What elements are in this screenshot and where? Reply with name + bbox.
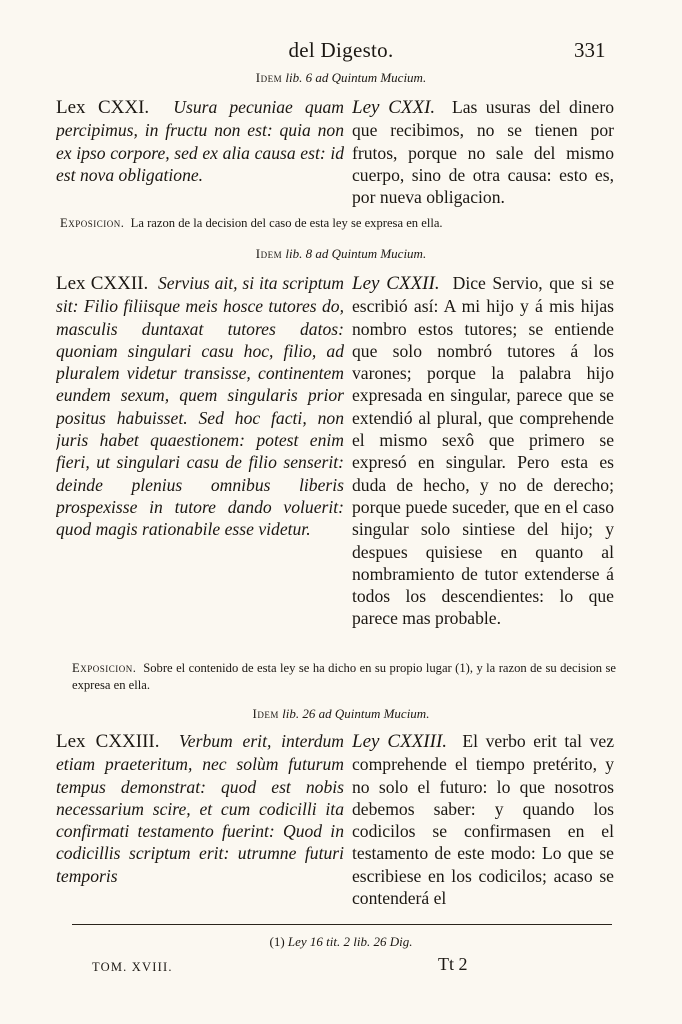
law-122-latin-text: Servius ait, si ita scriptum sit: Filio filiisque meis hosce tutores do, masculis duntaxat tutores datos: quoniam singulari casu hoc, filio, ad pluralem videtur transisse, continentem eundem sexum, quem singularis prior positus habuisset. Sed hoc facti, non juris habet quaestionem: potest enim fieri, ut singulari casu de filio senserit: deinde plenius omnibus liberis prospexisse in tutore dando voluerit: quod magis rationabile esse videtur. <box>56 273 344 540</box>
law-121-latin <box>56 96 344 210</box>
footnote-rule <box>72 924 612 925</box>
footnote-text: Ley 16 tit. 2 lib. 26 Dig. <box>287 934 413 949</box>
law-122-spanish-heading: Ley CXXII. <box>352 273 440 294</box>
attribution-law-122 <box>0 246 682 262</box>
exposition-label: Exposicion. <box>72 661 137 675</box>
volume-signature: TOM. XVIII. <box>92 960 173 974</box>
page-number: 331 <box>574 38 606 62</box>
law-123-spanish <box>352 730 614 910</box>
printer-signature: Tt 2 <box>438 954 468 974</box>
attribution-idem: Idem <box>252 706 279 721</box>
law-122-spanish <box>352 272 614 654</box>
exposition-law-121 <box>60 215 616 232</box>
law-121-latin-heading: Lex CXXI. <box>56 97 150 118</box>
exposition-law-122 <box>72 660 616 694</box>
footnote <box>0 934 682 950</box>
attribution-law-121 <box>0 70 682 86</box>
law-121-spanish-heading: Ley CXXI. <box>352 97 436 118</box>
law-121-spanish <box>352 96 614 210</box>
attribution-source: lib. 6 ad Quintum Mucium. <box>285 70 427 85</box>
law-123-latin <box>56 730 344 910</box>
law-122-spanish-text: Dice Servio, que si se escribió así: A mi hijo y á mis hijas nombro estos tutores; se entiende que solo nombró tutores á los varones; porque la palabra hijo expresada en singular, parece que se extendió al plural, que comprehende el mismo sexô que primero se expresó en singular. Pero esta es duda de hecho, y no de derecho; porque puede suceder, que en el caso singular solo sintiese del hijo; y despues quisiese en quanto al nombramiento de tutor extenderse á todos los descendientes: lo que parece mas probable. <box>352 273 614 629</box>
footnote-marker: (1) <box>269 934 285 949</box>
attribution-idem: Idem <box>255 246 283 261</box>
law-123-latin-text: Verbum erit, interdum etiam praeteritum, nec solùm futurum tempus demonstrat: quod est nobis necessarium scire, et cum codicilli ita confirmati testamento fuerint: Quod in codicillis scriptum erit: utrumne futuri temporis <box>56 731 344 886</box>
law-122-latin-heading: Lex CXXII. <box>56 273 149 294</box>
exposition-label: Exposicion. <box>60 216 125 230</box>
law-121-latin-text: Usura pecuniae quam percipimus, in fructu non est: quia non ex ipso corpore, sed ex alia causa est: id est nova obligatione. <box>56 97 344 185</box>
law-123-spanish-heading: Ley CXXIII. <box>352 731 448 752</box>
attribution-source: lib. 26 ad Quintum Mucium. <box>282 706 430 721</box>
law-123-spanish-text: El verbo erit tal vez comprehende el tiempo pretérito, y no solo el futuro: lo que nosotros debemos saber: y quando los codicilos se confirmasen en el testamento de este modo: Lo que se escribiese en los codicilos; acaso se contenderá el <box>352 731 614 909</box>
running-header-title: del Digesto. <box>288 38 394 62</box>
attribution-law-123 <box>0 706 682 722</box>
attribution-idem: Idem <box>255 70 283 85</box>
attribution-source: lib. 8 ad Quintum Mucium. <box>285 246 427 261</box>
law-121-spanish-text: Las usuras del dinero que recibimos, no se tienen por frutos, porque no sale del mismo cuerpo, sino de otra causa: esto es, por nueva obligacion. <box>352 97 614 208</box>
exposition-text: La razon de la decision del caso de esta ley se expresa en ella. <box>130 216 443 230</box>
law-123-latin-heading: Lex CXXIII. <box>56 731 160 752</box>
exposition-text: Sobre el contenido de esta ley se ha dicho en su propio lugar (1), y la razon de su decision se expresa en ella. <box>72 661 616 692</box>
law-122-latin <box>56 272 344 632</box>
